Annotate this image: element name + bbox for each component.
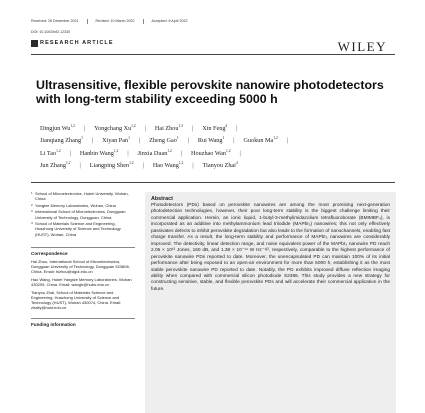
doi-link[interactable]: DOI: 10.1002/inf2.12330 <box>31 30 71 34</box>
author-separator: | <box>192 161 194 169</box>
author-name[interactable] <box>198 135 224 147</box>
author-separator: | <box>142 161 144 169</box>
author-name[interactable] <box>149 135 178 147</box>
affiliation-marker: 4 <box>235 160 238 165</box>
author-name[interactable] <box>94 123 136 135</box>
author-name[interactable] <box>40 123 75 135</box>
author-name[interactable] <box>40 160 70 172</box>
affiliation-number: 1 <box>31 191 33 195</box>
author-separator: | <box>144 125 146 132</box>
author-name[interactable] <box>244 135 278 147</box>
author-name-text: Jinxia Duan <box>137 149 168 157</box>
sidebar-notes <box>31 191 135 328</box>
affiliation-item <box>31 203 135 208</box>
article-type: RESEARCH ARTICLE <box>40 40 114 46</box>
accepted-date: Accepted: 6 April 2022 <box>151 19 188 23</box>
affiliation-marker: 1,3 <box>178 123 183 128</box>
author-name-text: Yongchang Xu <box>94 125 132 132</box>
affiliation-number: 4 <box>31 221 33 226</box>
affiliation-marker: 1,2 <box>226 148 231 153</box>
affiliation-marker: 1,2 <box>131 123 136 128</box>
author-row <box>40 160 390 172</box>
funding-heading: Funding information <box>31 318 135 327</box>
submission-dates <box>31 19 187 24</box>
author-name-text: Hanbin Wang <box>79 149 114 157</box>
author-separator: | <box>286 137 289 145</box>
author-name-text: Hai Zhou <box>154 125 179 132</box>
author-rule <box>31 182 395 183</box>
correspondence-entry: Hao Wang, Hubei Yangtze Memory Laboratories, Wuhan 430205, China. Email: wangh@hubu.edu.cn <box>31 276 132 287</box>
affiliation-text: Yangtze Memory Laboratories, Wuhan, China <box>35 202 116 208</box>
author-name[interactable] <box>90 160 134 172</box>
author-separator: | <box>79 161 81 169</box>
affiliation-marker: 1,2 <box>129 160 134 165</box>
author-name-text: Xin Feng <box>202 125 226 132</box>
abstract-text: Photodetectors (PDs) based on perovskite nanowires are among the most promising next-generation photodetection technologies, however, their poor long-term stability is the biggest challenge limiting their commercial application. Herein, an ionic liquid, 1-butyl-3-methylimidazolium tetrafluoroborate (BMIMBF₄), is incorporated as an additive into methylammonium lead triiodide (MAPbI₃) nanowires; this not only effectively passivates defects to inhibit perovskite degradation but also leads to the formation of nanochannels, enabling fast charge transfer. As a result, the long-term stability and performance of MAPbI₃ nanowires are considerably improved. The detectivity, linear detection range, and noise equivalent power of the MAPbI₃ nanowire PD reach 2.06 × 10¹³ Jones, 160 dB, and 1.38 × 10⁻¹⁴ W Hz⁻¹/², respectively, comparable to the highest performance of perovskite nanowire PDs reported to date. Moreover, the unencapsulated PD can maintain 100% of its initial performance after being exposed to an open-air environment for more than 5000 h, establishing it as the most stable perovskite nanowire PD reported to date. Notably, the PD exhibits improved diffuse reflection imaging ability when compared with commercial silicon photodiode S2386. This study provides a new strategy for constructing sensitive, stable, and flexible perovskite PDs and will accelerate their commercial application in the future. <box>151 203 390 292</box>
author-name-text: Zheng Gao <box>149 137 177 145</box>
author-separator: | <box>83 125 86 132</box>
author-separator: | <box>239 149 241 157</box>
author-name-text: Rui Wang <box>197 137 223 145</box>
author-name-text: Hao Wang <box>152 161 179 169</box>
author-name-text: Jun Zhang <box>40 161 66 169</box>
author-name[interactable] <box>153 160 184 172</box>
author-name-text: Tianyou Zhai <box>202 161 236 169</box>
affiliation-marker: 1,2 <box>70 123 75 128</box>
affiliation-marker: 1,2 <box>167 148 172 153</box>
affiliation-marker: 4 <box>225 123 228 128</box>
affiliation-marker: 1,2 <box>273 136 278 141</box>
paper-title: Ultrasensitive, flexible perovskite nanowire photodetectors with long-term stability exceeding 5000 h <box>36 78 384 107</box>
author-name-text: Xiyan Pan <box>102 137 129 145</box>
author-name[interactable] <box>102 135 130 147</box>
author-separator: | <box>138 137 141 145</box>
author-separator: | <box>236 125 238 132</box>
article-type-marker <box>31 40 38 47</box>
author-name[interactable] <box>202 123 227 135</box>
author-list <box>40 123 390 172</box>
affiliation-list <box>31 191 135 237</box>
affiliation-number: 2 <box>31 202 33 207</box>
author-separator: | <box>69 149 71 157</box>
author-separator: | <box>187 137 189 145</box>
author-name-text: Liangping Shen <box>89 161 130 169</box>
correspondence-entry: Tianyou Zhai, School of Materials Science and Engineering, Huazhong University of Science and Technology (HUST), Wuhan 430074, China. Email: zhaity@hust.edu.cn <box>31 289 122 311</box>
author-separator: | <box>180 149 183 157</box>
author-name[interactable] <box>40 148 61 160</box>
author-separator: | <box>233 137 235 145</box>
author-row <box>40 148 390 160</box>
author-name[interactable] <box>138 148 172 160</box>
affiliation-marker: 1 <box>81 136 83 141</box>
affiliation-marker: 1 <box>128 136 130 141</box>
affiliation-item <box>31 191 135 201</box>
abstract-box <box>145 192 396 413</box>
author-name[interactable] <box>155 123 183 135</box>
affiliation-marker: 1,2 <box>56 148 61 153</box>
affiliation-marker: 1 <box>176 136 179 141</box>
author-name-text: Houzhao Wan <box>191 149 227 157</box>
author-name-text: Dingjun Wu <box>40 125 71 132</box>
affiliation-marker: 1,2 <box>178 160 184 165</box>
correspondence-list <box>31 259 135 311</box>
author-row <box>40 123 390 135</box>
date-divider <box>87 19 88 24</box>
author-name-text: Jianqiang Zhang <box>40 137 82 145</box>
correspondence-heading: Correspondence <box>31 247 135 256</box>
author-name[interactable] <box>40 135 83 147</box>
author-row <box>40 135 390 147</box>
author-name[interactable] <box>203 160 238 172</box>
author-name-text: Guokun Ma <box>243 137 274 145</box>
affiliation-text: International School of Microelectronics, Dongguan University of Technology, Dongguan, China <box>35 209 126 220</box>
correspondence-entry: Hai Zhou, International School of Microelectronics, Dongguan University of Technology, Dongguan 523808, China. Email: hizhou@dgut.edu.cn <box>31 258 130 274</box>
affiliation-marker: 1 <box>222 136 225 141</box>
affiliation-item <box>31 221 135 237</box>
affiliation-text: School of Microelectronics, Hubei University, Wuhan, China <box>35 191 129 202</box>
author-separator: | <box>127 149 129 157</box>
affiliation-item <box>31 209 135 219</box>
revised-date: Revised: 10 March 2022 <box>95 19 135 23</box>
affiliation-marker: 1,2 <box>113 148 119 153</box>
received-date: Received: 28 December 2021 <box>31 19 79 23</box>
affiliation-number: 3 <box>31 209 33 214</box>
author-name[interactable] <box>80 148 118 160</box>
header-rule <box>31 54 395 55</box>
publisher-logo: WILEY <box>337 39 387 54</box>
abstract-heading: Abstract <box>151 196 173 202</box>
affiliation-marker: 1,2 <box>65 160 71 165</box>
date-divider <box>143 19 144 24</box>
author-name[interactable] <box>191 148 230 160</box>
author-name-text: Li Tao <box>40 149 57 157</box>
affiliation-text: School of Materials Science and Engineering, Huazhong University of Science and Technology (HUST), Wuhan, China <box>35 221 121 237</box>
author-separator: | <box>191 125 194 132</box>
author-separator: | <box>91 137 94 145</box>
